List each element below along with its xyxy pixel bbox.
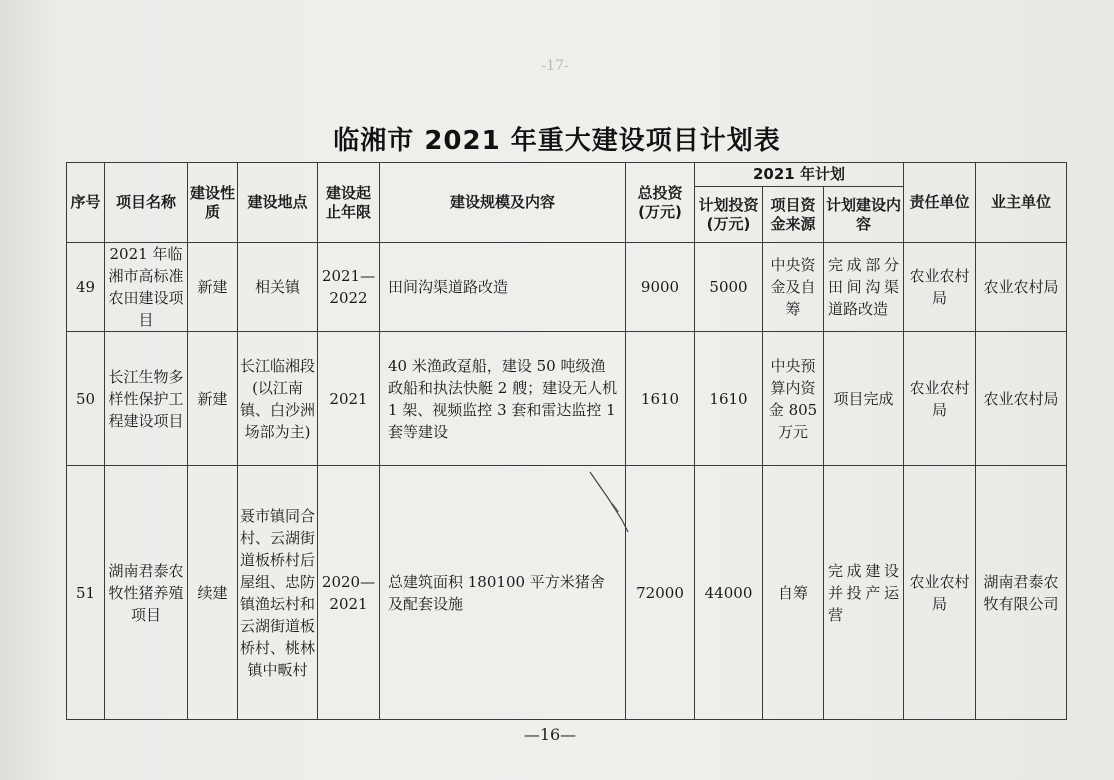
header-scale: 建设规模及内容 [380, 163, 626, 243]
cell-nature: 新建 [188, 332, 238, 466]
cell-plan-invest: 44000 [695, 466, 763, 720]
cell-scale: 总建筑面积 180100 平方米猪舍及配套设施 [380, 466, 626, 720]
cell-plan-content: 完成部分田间沟渠道路改造 [824, 243, 904, 332]
cell-scale: 田间沟渠道路改造 [380, 243, 626, 332]
header-plan-group: 2021 年计划 [695, 163, 904, 187]
cell-period: 2021—2022 [318, 243, 380, 332]
page-top-mark: -17- [541, 58, 569, 74]
pen-mark [560, 460, 660, 550]
cell-plan-invest: 5000 [695, 243, 763, 332]
cell-responsible: 农业农村局 [904, 466, 976, 720]
cell-total: 9000 [626, 243, 695, 332]
cell-name: 2021 年临湘市高标准农田建设项目 [105, 243, 188, 332]
cell-plan-content: 项目完成 [824, 332, 904, 466]
table-row [67, 243, 1067, 332]
header-name: 项目名称 [105, 163, 188, 243]
cell-seq: 51 [67, 466, 105, 720]
header-total: 总投资(万元) [626, 163, 695, 243]
cell-location: 聂市镇同合村、云湖街道板桥村后屋组、忠防镇渔坛村和云湖街道板桥村、桃林镇中畈村 [238, 466, 318, 720]
cell-seq: 49 [67, 243, 105, 332]
cell-nature: 新建 [188, 243, 238, 332]
table-row [67, 332, 1067, 466]
cell-plan-content: 完成建设并投产运营 [824, 466, 904, 720]
cell-responsible: 农业农村局 [904, 332, 976, 466]
header-fund-source: 项目资金来源 [763, 187, 824, 243]
cell-location: 相关镇 [238, 243, 318, 332]
header-plan-content: 计划建设内容 [824, 187, 904, 243]
header-responsible: 责任单位 [904, 163, 976, 243]
cell-owner: 农业农村局 [976, 243, 1067, 332]
cell-fund-source: 自筹 [763, 466, 824, 720]
cell-owner: 湖南君泰农牧有限公司 [976, 466, 1067, 720]
cell-name: 长江生物多样性保护工程建设项目 [105, 332, 188, 466]
cell-responsible: 农业农村局 [904, 243, 976, 332]
cell-owner: 农业农村局 [976, 332, 1067, 466]
cell-name: 湖南君泰农牧性猪养殖项目 [105, 466, 188, 720]
cell-seq: 50 [67, 332, 105, 466]
cell-period: 2020—2021 [318, 466, 380, 720]
cell-scale: 40 米渔政趸船，建设 50 吨级渔政船和执法快艇 2 艘；建设无人机 1 架、视频监控 3 套和雷达监控 1 套等建设 [380, 332, 626, 466]
header-plan-invest: 计划投资(万元) [695, 187, 763, 243]
header-nature: 建设性质 [188, 163, 238, 243]
project-plan-table [66, 162, 1067, 720]
page-number: —16— [523, 725, 577, 744]
header-owner: 业主单位 [976, 163, 1067, 243]
header-location: 建设地点 [238, 163, 318, 243]
cell-period: 2021 [318, 332, 380, 466]
cell-total: 1610 [626, 332, 695, 466]
cell-plan-invest: 1610 [695, 332, 763, 466]
page-title: 临湘市 2021 年重大建设项目计划表 [333, 126, 781, 156]
cell-nature: 续建 [188, 466, 238, 720]
header-row-top [67, 163, 1067, 187]
header-period: 建设起止年限 [318, 163, 380, 243]
cell-total: 72000 [626, 466, 695, 720]
cell-location: 长江临湘段(以江南镇、白沙洲场部为主) [238, 332, 318, 466]
header-seq: 序号 [67, 163, 105, 243]
cell-fund-source: 中央预算内资金 805 万元 [763, 332, 824, 466]
cell-fund-source: 中央资金及自筹 [763, 243, 824, 332]
